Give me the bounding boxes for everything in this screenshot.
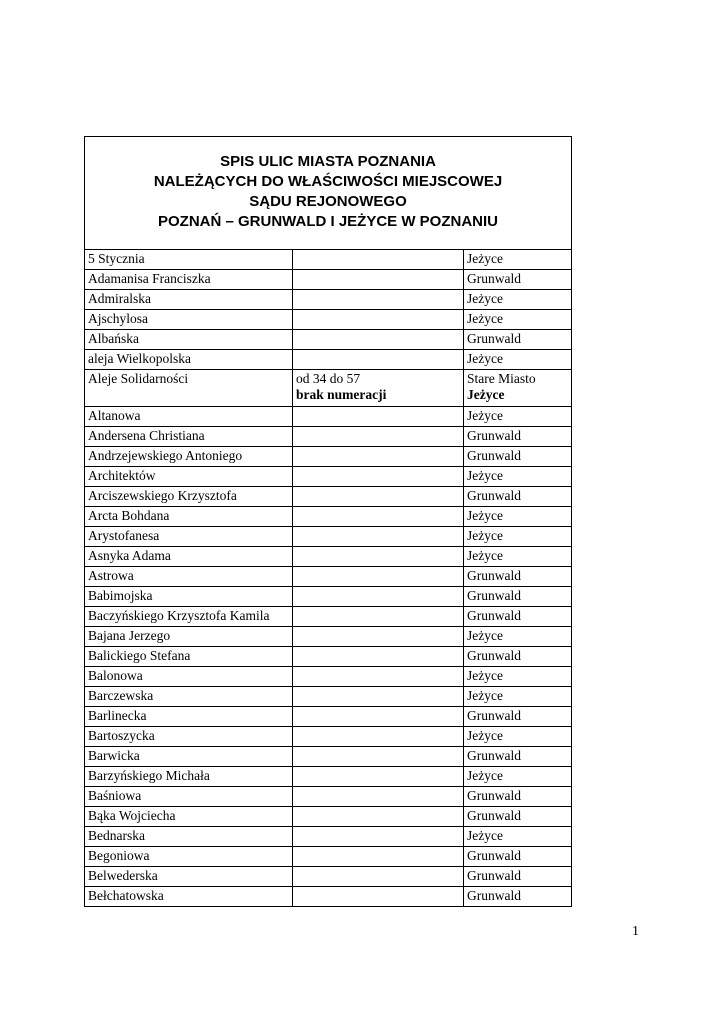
district-cell xyxy=(464,567,572,587)
number-range-cell xyxy=(293,687,464,707)
street-name-cell xyxy=(85,567,293,587)
number-range-cell xyxy=(293,330,464,350)
table-row xyxy=(85,567,572,587)
page-number: 1 xyxy=(632,924,639,939)
district-name: Grunwald xyxy=(467,588,521,603)
table-row xyxy=(85,407,572,427)
number-range-cell xyxy=(293,350,464,370)
district-name: Jeżyce xyxy=(467,291,503,306)
district-name: Jeżyce xyxy=(467,468,503,483)
street-name-cell xyxy=(85,747,293,767)
document-title xyxy=(85,137,572,250)
street-name-cell xyxy=(85,467,293,487)
district-cell xyxy=(464,807,572,827)
table-row xyxy=(85,787,572,807)
number-range-cell xyxy=(293,767,464,787)
number-range-note: brak numeracji xyxy=(296,387,387,402)
street-name: Barlinecka xyxy=(88,708,147,723)
street-name: Babimojska xyxy=(88,588,153,603)
street-name: aleja Wielkopolska xyxy=(88,351,192,366)
number-range-cell xyxy=(293,667,464,687)
street-name: Adamanisa Franciszka xyxy=(88,271,211,286)
district-name: Grunwald xyxy=(467,708,521,723)
district-cell xyxy=(464,647,572,667)
table-row xyxy=(85,667,572,687)
district-cell xyxy=(464,407,572,427)
district-name: Grunwald xyxy=(467,271,521,286)
number-range-cell xyxy=(293,787,464,807)
district-cell xyxy=(464,270,572,290)
table-row xyxy=(85,607,572,627)
street-name: Admiralska xyxy=(88,291,151,306)
number-range-cell xyxy=(293,807,464,827)
table-row xyxy=(85,527,572,547)
street-name: Balickiego Stefana xyxy=(88,648,191,663)
district-cell xyxy=(464,427,572,447)
district-name: Jeżyce xyxy=(467,351,503,366)
district-name: Jeżyce xyxy=(467,508,503,523)
table-row xyxy=(85,507,572,527)
street-name: Ajschylosa xyxy=(88,311,148,326)
district-name: Grunwald xyxy=(467,428,521,443)
district-cell xyxy=(464,667,572,687)
district-name: Jeżyce xyxy=(467,668,503,683)
district-name: Grunwald xyxy=(467,568,521,583)
district-cell xyxy=(464,747,572,767)
street-name-cell xyxy=(85,687,293,707)
street-name: Bajana Jerzego xyxy=(88,628,171,643)
district-cell xyxy=(464,867,572,887)
district-cell xyxy=(464,310,572,330)
table-row xyxy=(85,647,572,667)
district-name: Jeżyce xyxy=(467,768,503,783)
table-row xyxy=(85,887,572,907)
street-name: Arciszewskiego Krzysztofa xyxy=(88,488,237,503)
district-name-secondary: Jeżyce xyxy=(467,387,505,402)
street-name: Asnyka Adama xyxy=(88,548,171,563)
street-name: Arystofanesa xyxy=(88,528,160,543)
number-range-cell xyxy=(293,487,464,507)
district-cell xyxy=(464,547,572,567)
street-name-cell xyxy=(85,587,293,607)
street-name: Bełchatowska xyxy=(88,888,164,903)
street-name-cell xyxy=(85,847,293,867)
street-name-cell xyxy=(85,370,293,407)
table-row xyxy=(85,250,572,270)
street-name-cell xyxy=(85,270,293,290)
table-row xyxy=(85,807,572,827)
district-name: Jeżyce xyxy=(467,828,503,843)
number-range-cell xyxy=(293,847,464,867)
table-row xyxy=(85,847,572,867)
title-row xyxy=(85,137,572,250)
street-name: Barzyńskiego Michała xyxy=(88,768,210,783)
number-range-cell xyxy=(293,427,464,447)
street-name-cell xyxy=(85,627,293,647)
number-range-cell xyxy=(293,567,464,587)
street-name: Albańska xyxy=(88,331,139,346)
street-name-cell xyxy=(85,310,293,330)
street-name: Belwederska xyxy=(88,868,158,883)
street-name-cell xyxy=(85,887,293,907)
table-row xyxy=(85,727,572,747)
street-name: Andersena Christiana xyxy=(88,428,205,443)
street-name-cell xyxy=(85,427,293,447)
district-cell xyxy=(464,607,572,627)
street-name: Astrowa xyxy=(88,568,134,583)
street-name: Balonowa xyxy=(88,668,143,683)
street-name: Barwicka xyxy=(88,748,140,763)
number-range-cell xyxy=(293,407,464,427)
number-range-cell xyxy=(293,607,464,627)
district-name: Grunwald xyxy=(467,748,521,763)
number-range-cell xyxy=(293,827,464,847)
district-cell xyxy=(464,727,572,747)
district-cell xyxy=(464,290,572,310)
district-cell xyxy=(464,507,572,527)
street-name-cell xyxy=(85,407,293,427)
number-range-cell xyxy=(293,707,464,727)
title-line-1: SPIS ULIC MIASTA POZNANIA xyxy=(220,153,436,170)
district-name: Grunwald xyxy=(467,788,521,803)
street-name-cell xyxy=(85,807,293,827)
street-name-cell xyxy=(85,867,293,887)
streets-table-body xyxy=(85,137,572,907)
district-cell xyxy=(464,487,572,507)
table-row xyxy=(85,687,572,707)
number-range-cell xyxy=(293,747,464,767)
street-name-cell xyxy=(85,647,293,667)
street-name: Aleje Solidarności xyxy=(88,371,189,386)
street-name-cell xyxy=(85,250,293,270)
street-name-cell xyxy=(85,447,293,467)
number-range-cell xyxy=(293,547,464,567)
street-name-cell xyxy=(85,330,293,350)
table-row xyxy=(85,270,572,290)
number-range-cell xyxy=(293,867,464,887)
title-line-4: POZNAŃ – GRUNWALD I JEŻYCE W POZNANIU xyxy=(158,213,499,230)
number-range-cell xyxy=(293,250,464,270)
district-name: Jeżyce xyxy=(467,728,503,743)
district-name: Grunwald xyxy=(467,488,521,503)
district-cell xyxy=(464,627,572,647)
district-name: Grunwald xyxy=(467,888,521,903)
district-name: Jeżyce xyxy=(467,688,503,703)
table-row xyxy=(85,290,572,310)
table-row xyxy=(85,707,572,727)
street-name: Bąka Wojciecha xyxy=(88,808,176,823)
street-name: Andrzejewskiego Antoniego xyxy=(88,448,243,463)
district-cell xyxy=(464,330,572,350)
street-name: Architektów xyxy=(88,468,156,483)
district-cell xyxy=(464,687,572,707)
district-cell xyxy=(464,787,572,807)
district-name: Stare Miasto xyxy=(467,371,536,386)
district-cell xyxy=(464,707,572,727)
district-name: Jeżyce xyxy=(467,311,503,326)
street-name-cell xyxy=(85,290,293,310)
number-range-cell xyxy=(293,370,464,407)
table-row xyxy=(85,547,572,567)
number-range-cell xyxy=(293,587,464,607)
street-name: Altanowa xyxy=(88,408,141,423)
district-cell xyxy=(464,847,572,867)
table-row xyxy=(85,747,572,767)
table-row xyxy=(85,487,572,507)
district-cell xyxy=(464,827,572,847)
street-name: Bednarska xyxy=(88,828,145,843)
street-name-cell xyxy=(85,667,293,687)
street-name-cell xyxy=(85,727,293,747)
street-name-cell xyxy=(85,827,293,847)
number-range-cell xyxy=(293,647,464,667)
district-cell xyxy=(464,350,572,370)
district-name: Jeżyce xyxy=(467,251,503,266)
district-name: Grunwald xyxy=(467,331,521,346)
district-name: Jeżyce xyxy=(467,548,503,563)
street-name: Baśniowa xyxy=(88,788,142,803)
street-name-cell xyxy=(85,607,293,627)
number-range-cell xyxy=(293,467,464,487)
district-name: Grunwald xyxy=(467,648,521,663)
street-name-cell xyxy=(85,350,293,370)
street-name-cell xyxy=(85,487,293,507)
district-name: Grunwald xyxy=(467,808,521,823)
district-cell xyxy=(464,467,572,487)
number-range-cell xyxy=(293,727,464,747)
table-row xyxy=(85,587,572,607)
district-name: Jeżyce xyxy=(467,628,503,643)
district-name: Grunwald xyxy=(467,608,521,623)
number-range-cell xyxy=(293,270,464,290)
district-name: Grunwald xyxy=(467,868,521,883)
street-name-cell xyxy=(85,507,293,527)
street-name: Arcta Bohdana xyxy=(88,508,170,523)
table-row xyxy=(85,330,572,350)
streets-table xyxy=(84,136,572,907)
district-cell xyxy=(464,887,572,907)
street-name-cell xyxy=(85,767,293,787)
table-row xyxy=(85,427,572,447)
number-range-cell xyxy=(293,507,464,527)
number-range-cell xyxy=(293,887,464,907)
number-range-cell xyxy=(293,290,464,310)
title-line-2: NALEŻĄCYCH DO WŁAŚCIWOŚCI MIEJSCOWEJ xyxy=(153,173,503,190)
district-cell xyxy=(464,527,572,547)
street-name: 5 Stycznia xyxy=(88,251,145,266)
district-cell xyxy=(464,587,572,607)
street-name-cell xyxy=(85,547,293,567)
district-cell xyxy=(464,250,572,270)
district-cell xyxy=(464,767,572,787)
number-range-cell xyxy=(293,627,464,647)
street-name: Bartoszycka xyxy=(88,728,155,743)
district-cell xyxy=(464,447,572,467)
table-row xyxy=(85,827,572,847)
title-line-3: SĄDU REJONOWEGO xyxy=(249,193,407,210)
district-cell xyxy=(464,370,572,407)
table-row xyxy=(85,350,572,370)
table-row xyxy=(85,370,572,407)
district-name: Jeżyce xyxy=(467,408,503,423)
street-name-cell xyxy=(85,707,293,727)
table-row xyxy=(85,447,572,467)
district-name: Grunwald xyxy=(467,448,521,463)
district-name: Grunwald xyxy=(467,848,521,863)
street-name-cell xyxy=(85,527,293,547)
table-row xyxy=(85,310,572,330)
district-name: Jeżyce xyxy=(467,528,503,543)
number-range-cell xyxy=(293,527,464,547)
street-name: Begoniowa xyxy=(88,848,150,863)
number-range: od 34 do 57 xyxy=(296,371,361,386)
table-row xyxy=(85,467,572,487)
number-range-cell xyxy=(293,447,464,467)
table-row xyxy=(85,627,572,647)
street-name: Baczyńskiego Krzysztofa Kamila xyxy=(88,608,270,623)
number-range-cell xyxy=(293,310,464,330)
table-row xyxy=(85,767,572,787)
table-row xyxy=(85,867,572,887)
street-name-cell xyxy=(85,787,293,807)
street-name: Barczewska xyxy=(88,688,154,703)
